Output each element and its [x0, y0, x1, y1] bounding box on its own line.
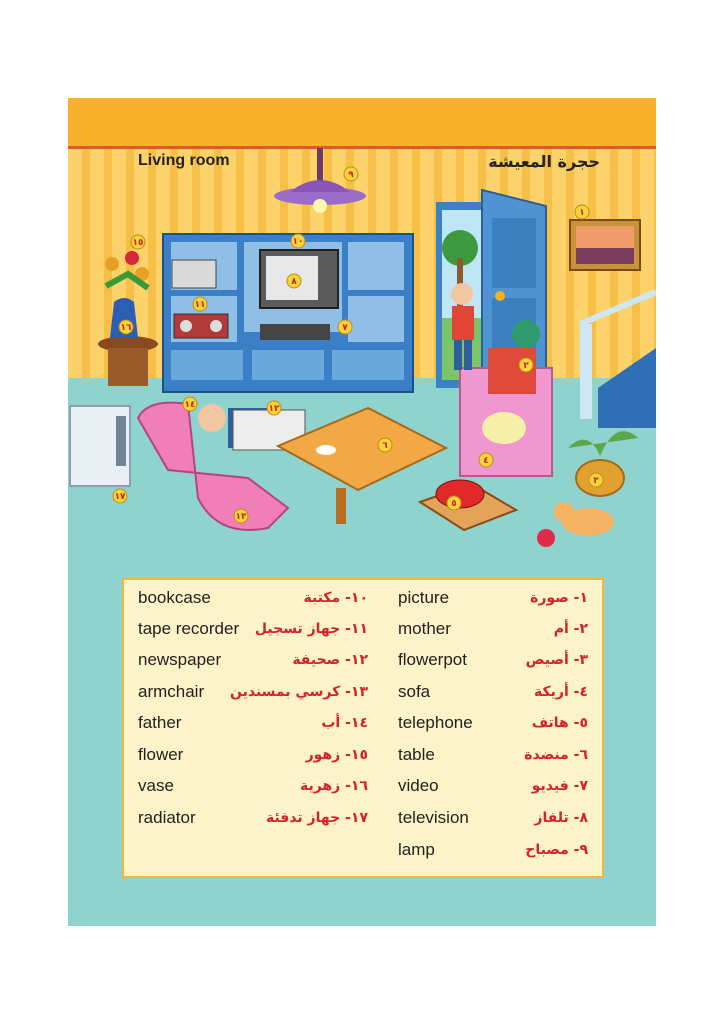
- vocab-english: bookcase: [138, 588, 211, 607]
- vocab-english: lamp: [398, 840, 435, 859]
- vocab-arabic: ٣- أصيص: [525, 652, 588, 668]
- vocab-row: [398, 646, 588, 677]
- vocab-arabic: ١١- جهاز تسجيل: [254, 621, 368, 637]
- vocab-english: armchair: [138, 682, 205, 701]
- vocab-row: [398, 584, 588, 615]
- callout-number: ١٢: [268, 404, 280, 414]
- vocab-english: picture: [398, 588, 450, 607]
- callout-number: ١٤: [184, 400, 196, 410]
- staircase: [580, 292, 656, 428]
- flowerpot: [568, 431, 638, 496]
- callout-number: ١٠: [292, 237, 304, 247]
- vocab-arabic: ٩- مصباح: [525, 842, 588, 858]
- vocab-arabic: ٨- تلفاز: [534, 810, 588, 826]
- callout-number: ١٥: [132, 238, 144, 248]
- vocab-row: [398, 678, 588, 709]
- callout-number: ٤: [483, 456, 489, 466]
- callout-number: ١١: [194, 300, 206, 310]
- vocab-arabic: ١٣- كرسي بمسندين: [230, 684, 368, 700]
- callout-number: ٩: [348, 170, 354, 180]
- callout-number: ٥: [451, 499, 457, 509]
- vocab-row: [398, 615, 588, 646]
- vocab-row: [398, 836, 588, 867]
- radiator: [70, 406, 130, 486]
- vocab-arabic: ٧- فيديو: [531, 778, 588, 794]
- vocab-english: flower: [138, 745, 184, 764]
- tape-recorder: [174, 314, 228, 338]
- vocab-arabic: ٤- أريكة: [534, 684, 588, 700]
- vocab-row: [138, 741, 368, 772]
- vocab-row: [398, 772, 588, 803]
- vocab-english: flowerpot: [398, 650, 467, 669]
- vocab-row: [138, 584, 368, 615]
- vocab-row: [138, 709, 368, 740]
- vocab-row: [398, 804, 588, 835]
- vocab-row: [138, 804, 368, 835]
- armchair-with-father: [138, 403, 305, 530]
- callout-number: ٧: [342, 323, 348, 333]
- vocab-row: [138, 615, 368, 646]
- vocab-row: [138, 772, 368, 803]
- vocab-arabic: ٥- هاتف: [531, 715, 588, 731]
- vocab-english: table: [398, 745, 435, 764]
- vocab-arabic: ٦- منضدة: [524, 747, 588, 763]
- vocab-english: sofa: [398, 682, 431, 701]
- vocab-row: [398, 741, 588, 772]
- vase-with-flowers: [98, 251, 158, 386]
- vocab-english: video: [398, 776, 439, 795]
- callout-number: ١٣: [235, 512, 247, 522]
- vocab-row: [398, 709, 588, 740]
- vocab-english: father: [138, 713, 182, 732]
- page-title-arabic: حجرة المعيشة: [488, 152, 600, 171]
- vocab-english: mother: [398, 619, 451, 638]
- vocab-arabic: ١٦- زهرية: [299, 778, 368, 794]
- vocab-arabic: ١- صورة: [530, 590, 588, 606]
- callout-number: ١٦: [120, 323, 132, 333]
- callout-number: ٣: [593, 476, 599, 486]
- vocab-arabic: ١٧- جهاز تدفئة: [265, 810, 368, 826]
- vocab-english: television: [398, 808, 469, 827]
- vocab-arabic: ١٠- مكتبة: [303, 590, 368, 606]
- callout-number: ٢: [523, 361, 529, 371]
- callout-number: ١٧: [114, 492, 126, 502]
- vocab-arabic: ٢- أم: [553, 621, 588, 637]
- vocab-arabic: ١٤- أب: [321, 715, 368, 731]
- page: [68, 98, 656, 926]
- vocab-row: [138, 678, 368, 709]
- callout-number: ٦: [382, 441, 388, 451]
- telephone-on-stand: [420, 480, 516, 530]
- vocab-arabic: ١٥- زهور: [305, 747, 368, 763]
- page-title-english: Living room: [138, 152, 230, 169]
- vocabulary-box: [122, 578, 604, 878]
- vocab-english: vase: [138, 776, 174, 795]
- callout-number: ١: [579, 208, 585, 218]
- vocab-english: tape recorder: [138, 619, 240, 638]
- vocab-english: radiator: [138, 808, 196, 827]
- video-recorder: [260, 324, 330, 340]
- vocab-english: newspaper: [138, 650, 222, 669]
- picture-frame: [570, 220, 640, 270]
- vocab-arabic: ١٢- صحيفة: [292, 652, 368, 668]
- vocab-english: telephone: [398, 713, 473, 732]
- vocab-row: [138, 646, 368, 677]
- cat-with-yarn: [537, 502, 614, 547]
- callout-number: ٨: [291, 277, 297, 287]
